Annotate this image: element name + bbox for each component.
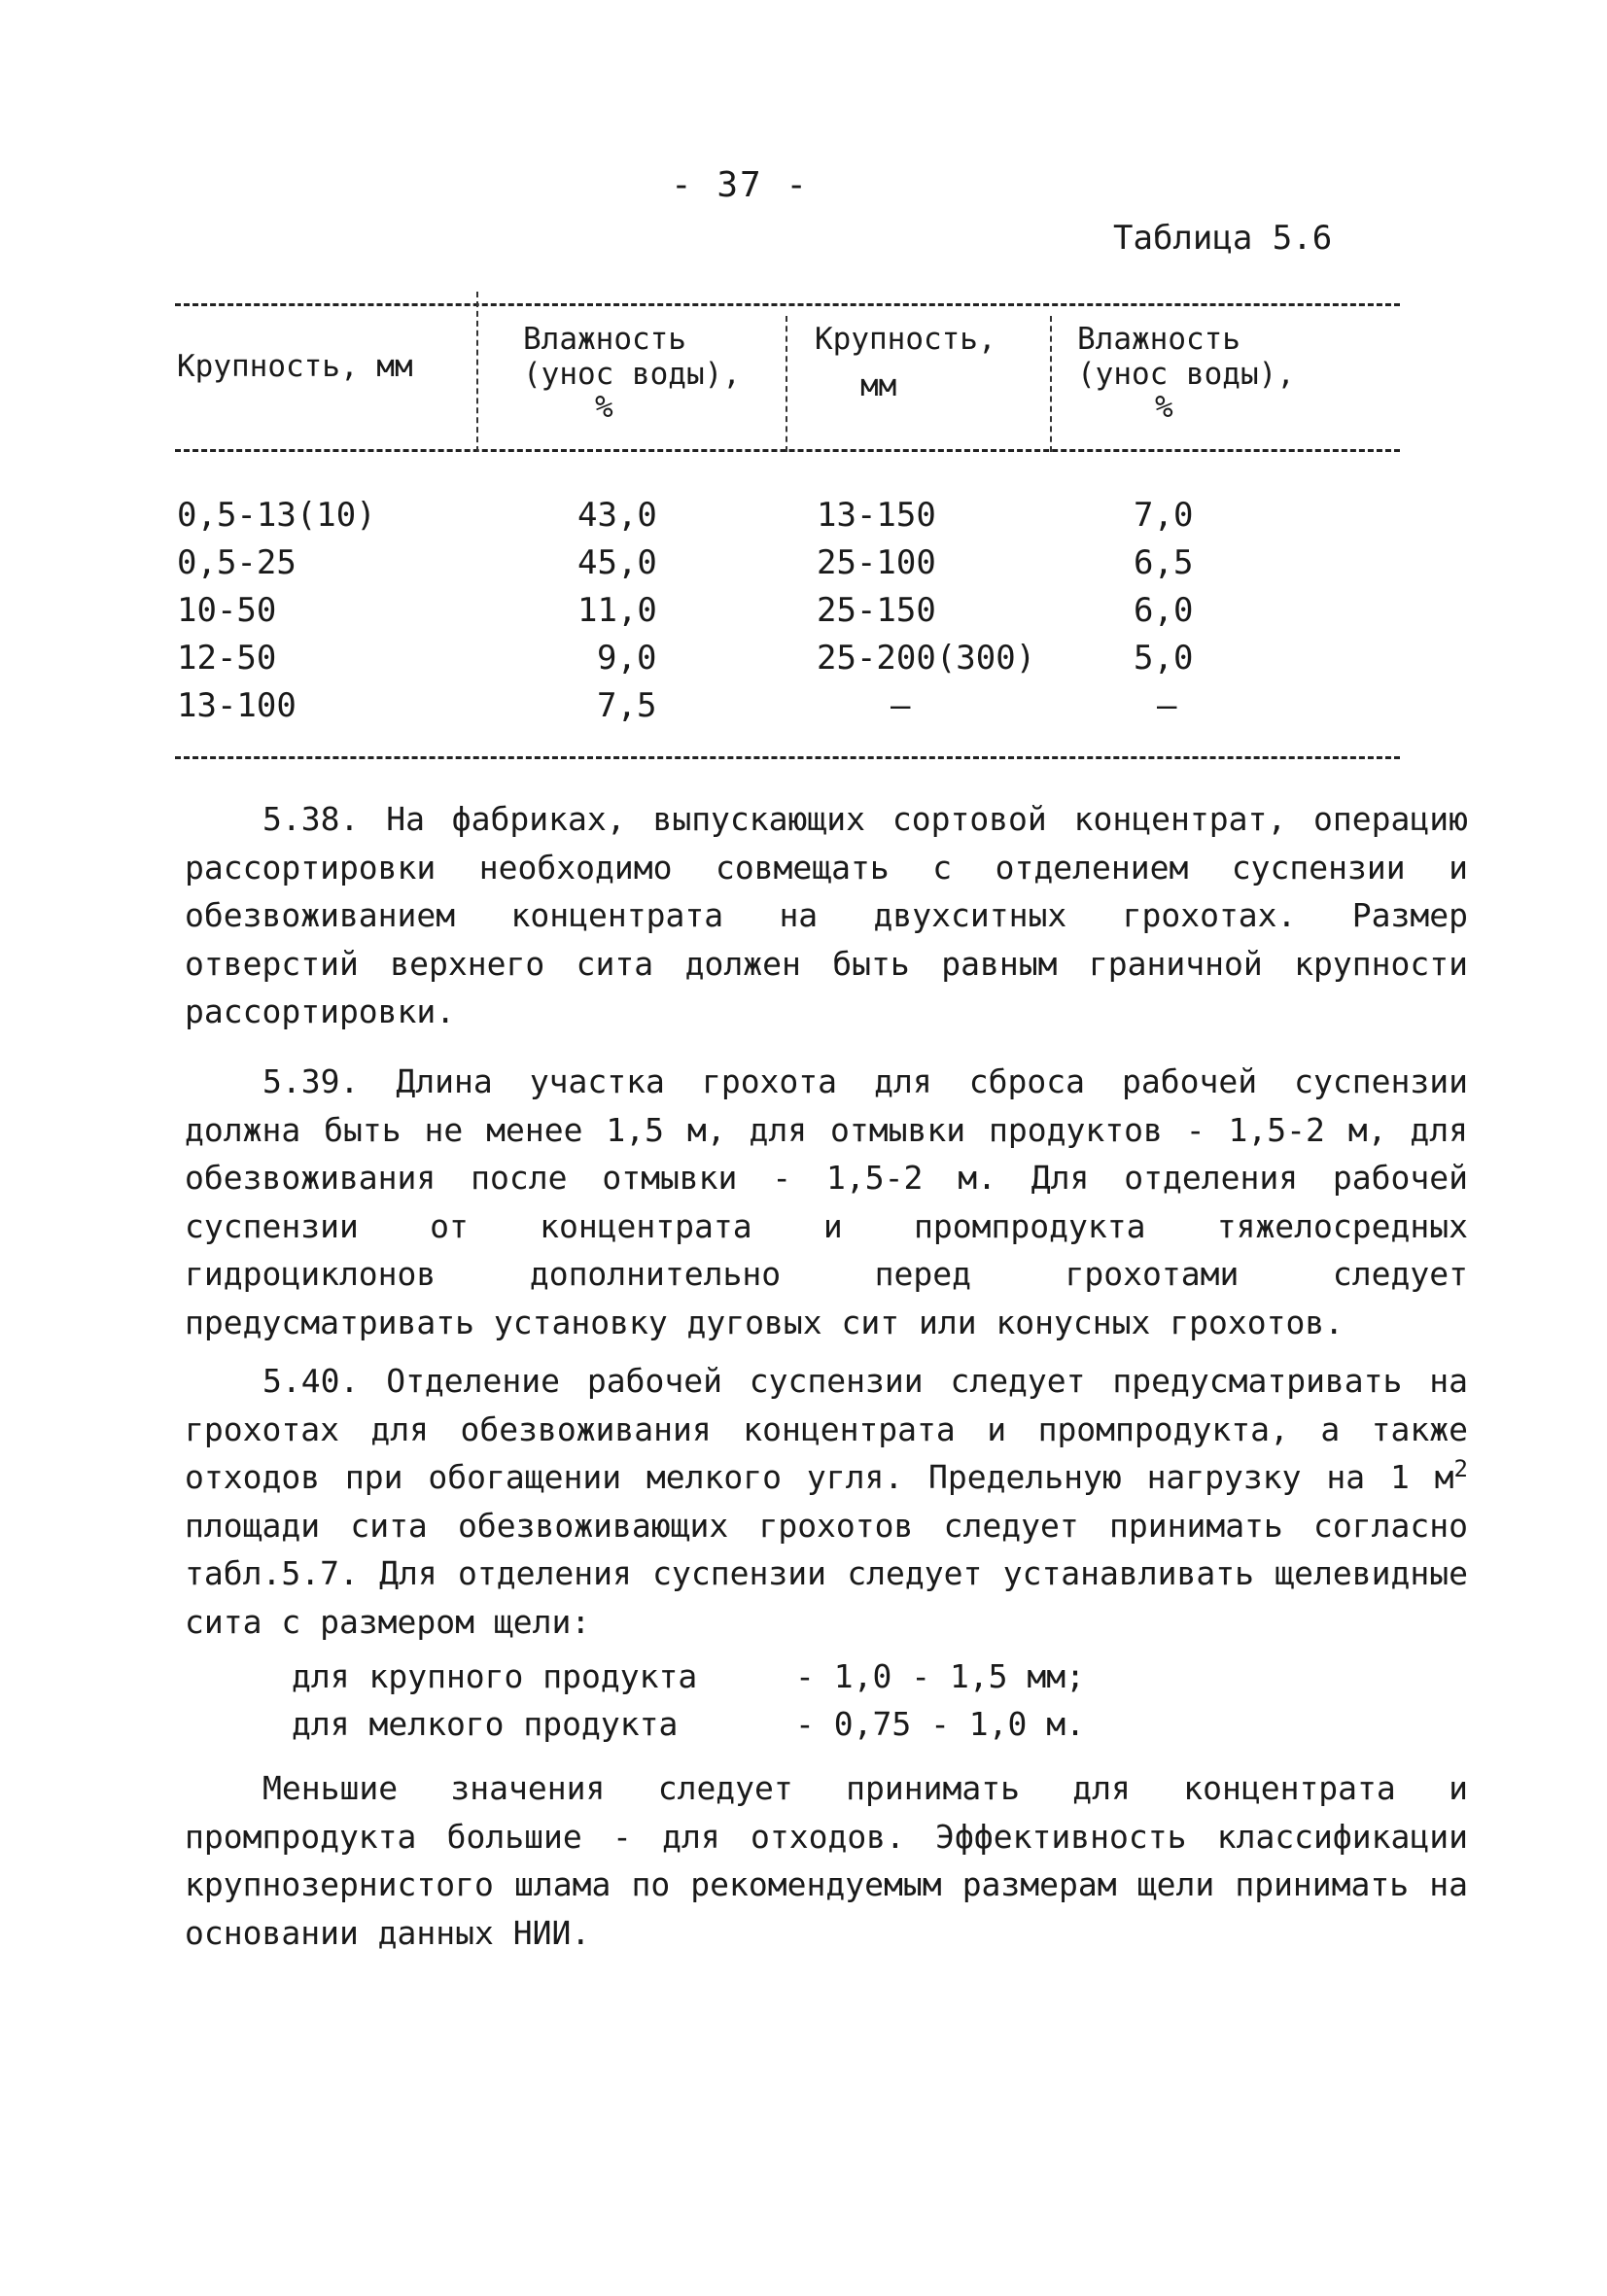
paragraph-5-39 <box>185 1058 1468 1346</box>
superscript: 2 <box>1453 1455 1468 1482</box>
table-cell: 13-100 <box>177 686 297 725</box>
paragraph-text: 5.38. На фабриках, выпускающих сортовой концентрат, операцию рассортировки необходимо совмещать с отделением суспензии и обезвоживанием концентрата на двухситных грохотах. Размер отверстий верхнего сита должен быть равным граничной крупности рассортировки. <box>185 800 1468 1030</box>
header-size-1: Крупность, мм <box>177 349 413 384</box>
table-cell: 12-50 <box>177 639 277 678</box>
table-cell: – <box>891 686 911 725</box>
header-moisture-1-unit: % <box>595 390 613 425</box>
paragraph-final <box>185 1764 1468 1957</box>
header-size-2-unit: мм <box>860 368 897 403</box>
list-item-value: - 0,75 - 1,0 м. <box>795 1705 1086 1743</box>
table-cell: 0,5-25 <box>177 543 297 582</box>
header-moisture-1-line2: (унос воды), <box>523 357 741 392</box>
table-cell: 7,5 <box>597 686 657 725</box>
table-cell: 9,0 <box>597 639 657 678</box>
table-cell: 7,0 <box>1134 496 1194 535</box>
column-separator <box>476 292 478 452</box>
list-item-label: для крупного продукта <box>292 1657 698 1695</box>
column-separator <box>1050 316 1052 452</box>
paragraph-text: 5.39. Длина участка грохота для сброса рабочей суспензии должна быть не менее 1,5 м, для отмывки продуктов - 1,5-2 м, для обезвоживания после отмывки - 1,5-2 м. Для отделения рабочей суспензии от концентрата и промпродукта тяжелосредных гидроциклонов дополнительно перед грохотами следует предусматривать установку дуговых сит или конусных грохотов. <box>185 1062 1468 1341</box>
table-cell: 25-200(300) <box>817 639 1036 678</box>
table-cell: 25-100 <box>817 543 936 582</box>
paragraph-text: Меньшие значения следует принимать для концентрата и промпродукта большие - для отходов. Эффективность классификации крупнозернистого шлама по рекомендуемым размерам щели принимать на основании данных НИИ. <box>185 1769 1468 1952</box>
table-cell: 0,5-13(10) <box>177 496 376 535</box>
header-moisture-2-line2: (унос воды), <box>1077 357 1295 392</box>
header-size-2-line1: Крупность, <box>815 322 996 357</box>
paragraph-5-38 <box>185 795 1468 1036</box>
table-cell: 5,0 <box>1134 639 1194 678</box>
table-bottom-rule <box>175 756 1400 759</box>
header-moisture-2-unit: % <box>1155 390 1173 425</box>
paragraph-text: 5.40. Отделение рабочей суспензии следует предусматривать на грохотах для обезвоживания концентрата и промпродукта, а также отходов при обогащении мелкого угля. Предельную нагрузку на 1 м <box>185 1362 1468 1496</box>
table-cell: 10-50 <box>177 591 277 630</box>
table-cell: 25-150 <box>817 591 936 630</box>
table-cell: 6,0 <box>1134 591 1194 630</box>
table-cell: 6,5 <box>1134 543 1194 582</box>
table-cell: – <box>1157 686 1177 725</box>
table-top-rule <box>175 303 1400 306</box>
table-header-rule <box>175 449 1400 452</box>
header-moisture-2-line1: Влажность <box>1077 322 1240 357</box>
table-caption: Таблица 5.6 <box>1113 219 1333 258</box>
paragraph-text: площади сита обезвоживающих грохотов следует принимать согласно табл.5.7. Для отделения суспензии следует устанавливать щелевидные сита с размером щели: <box>185 1506 1468 1641</box>
header-moisture-1-line1: Влажность <box>523 322 686 357</box>
column-separator <box>786 316 787 452</box>
list-item-label: для мелкого продукта <box>292 1705 679 1743</box>
table-cell: 11,0 <box>577 591 657 630</box>
table-cell: 13-150 <box>817 496 936 535</box>
list-item-value: - 1,0 - 1,5 мм; <box>795 1657 1086 1695</box>
table-cell: 45,0 <box>577 543 657 582</box>
page-number: - 37 - <box>671 165 810 205</box>
paragraph-5-40 <box>185 1357 1468 1646</box>
table-cell: 43,0 <box>577 496 657 535</box>
